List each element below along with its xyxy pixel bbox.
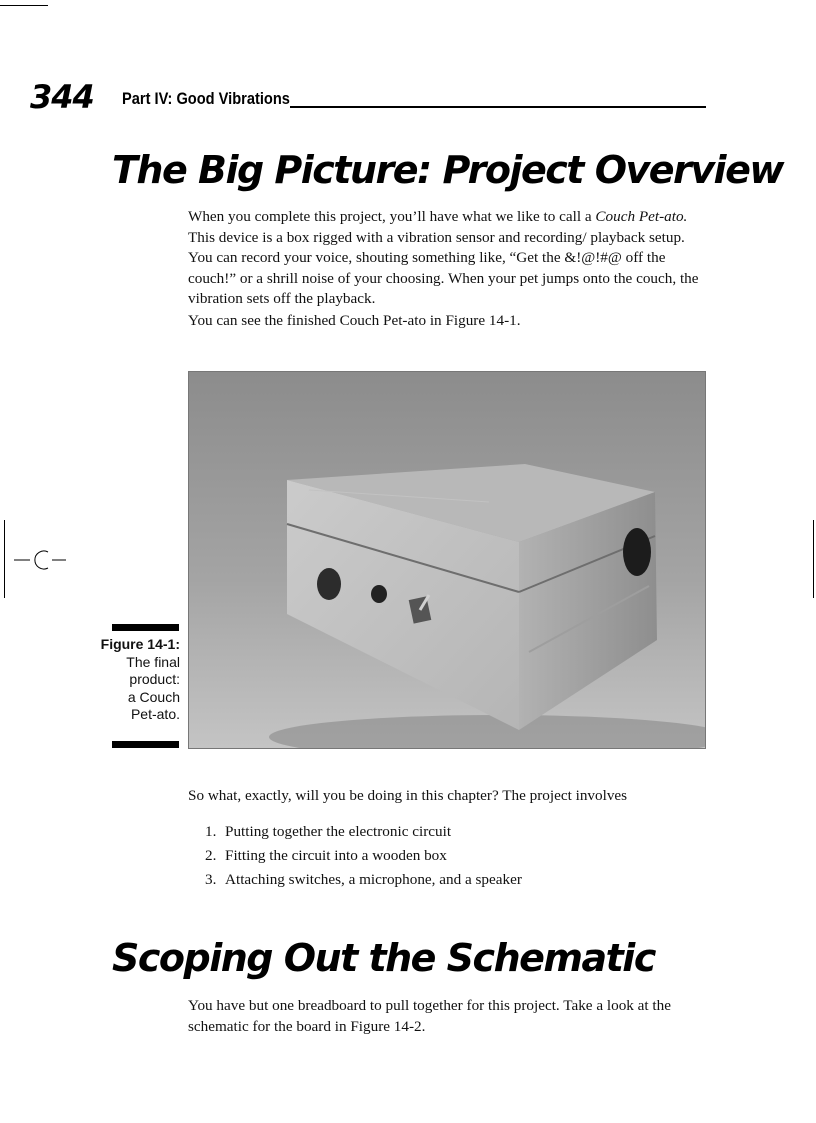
caption-bar [112,624,179,631]
figure-photo [188,371,706,749]
caption-bar [112,741,179,748]
schematic-paragraph: You have but one breadboard to pull together for this project. Take a look at the schematic for the board in Figure 14-2. [188,997,671,1035]
section-heading: Scoping Out the Schematic [112,936,655,980]
side-crop-mark [813,520,814,598]
caption-line: a Couch [127,688,180,705]
list-item: 3. Attaching switches, a microphone, and a speaker [205,871,522,888]
page-number: 344 [30,78,94,116]
section-heading: The Big Picture: Project Overview [112,148,783,192]
running-head: Part IV: Good Vibrations [122,89,290,108]
project-steps-intro: So what, exactly, will you be doing in this chapter? The project involves [188,787,628,804]
caption-line: The final [126,653,180,670]
caption-line: product: [129,671,180,687]
crop-mark [0,5,48,6]
figure-caption [96,636,180,724]
registration-mark-icon [14,548,74,572]
list-item: 2. Fitting the circuit into a wooden box [205,847,447,864]
list-item: 1. Putting together the electronic circuit [205,823,452,840]
device-name: Couch Pet-ato. [595,208,688,225]
project-steps-list [205,822,522,894]
figure-reference-paragraph: You can see the finished Couch Pet-ato in Figure 14-1. [188,312,521,329]
caption-line: Pet-ato. [130,706,180,722]
side-crop-mark [4,520,5,598]
couch-petato-box-illustration [189,372,705,748]
figure-label: Figure 14-1: [100,636,180,652]
intro-paragraph: When you complete this project, you’ll have what we like to call a Couch Pet-ato. This device is a box rigged with a vibration sensor and recording/ playback setup. You can record your voice, shouting something like, “Get the &!@!#@ off the couch!” or a shrill noise of your choosing. When your pet jumps onto the couch, the vibration sets off the playback. [188,208,699,307]
header-rule [290,106,706,108]
